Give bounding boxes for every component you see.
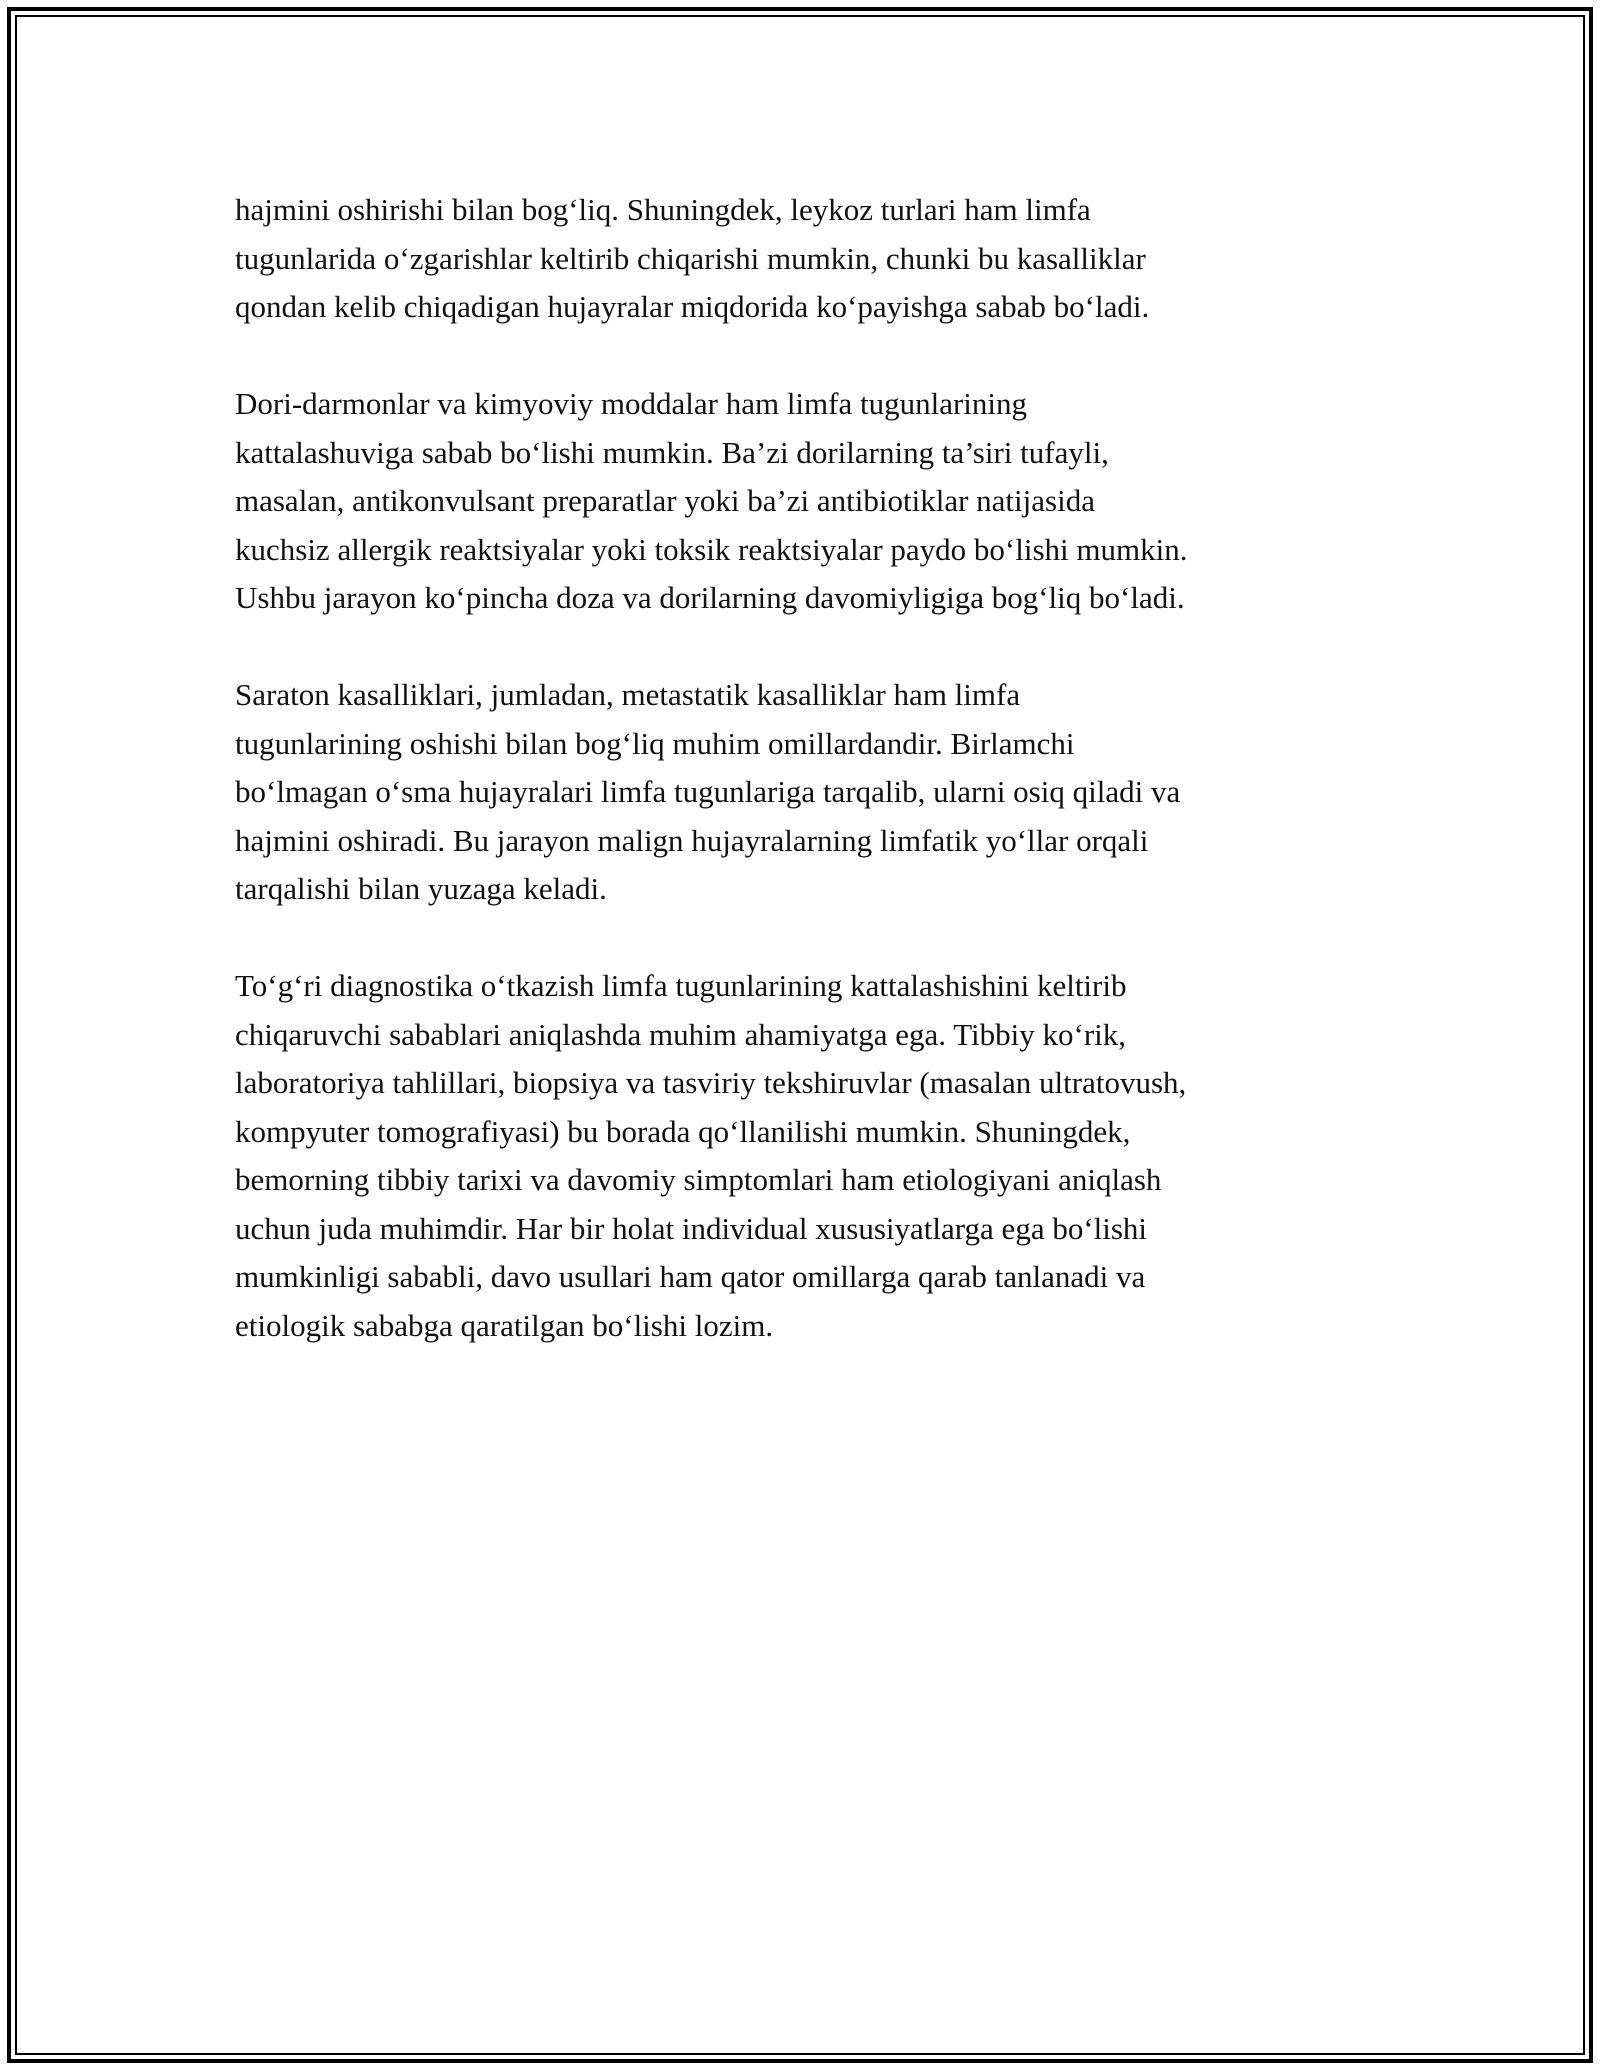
paragraph-line: bemorning tibbiy tarixi va davomiy simptomlari ham etiologiyani aniqlash xyxy=(235,1162,1162,1197)
paragraph-line: tarqalishi bilan yuzaga keladi. xyxy=(235,871,607,906)
paragraph-line: qondan kelib chiqadigan hujayralar miqdorida ko‘payishga sabab bo‘ladi. xyxy=(235,289,1150,324)
paragraph-line: To‘g‘ri diagnostika o‘tkazish limfa tugunlarining kattalashishini keltirib xyxy=(235,968,1127,1003)
paragraph-line: Saraton kasalliklari, jumladan, metastatik kasalliklar ham limfa xyxy=(235,677,1021,712)
paragraph-line: tugunlarining oshishi bilan bog‘liq muhim omillardandir. Birlamchi xyxy=(235,725,1075,761)
paragraph-line: laboratoriya tahlillari, biopsiya va tasviriy tekshiruvlar (masalan ultratovush, xyxy=(235,1065,1187,1100)
paragraph-line: bo‘lmagan o‘sma hujayralari limfa tugunlariga tarqalib, ularni osiq qiladi va xyxy=(235,774,1181,809)
paragraph-line: hajmini oshiradi. Bu jarayon malign hujayralarning limfatik yo‘llar orqali xyxy=(235,822,1149,858)
paragraph-line: chiqaruvchi sabablari aniqlashda muhim ahamiyatga ega. Tibbiy ko‘rik, xyxy=(235,1016,1127,1052)
paragraph-line: Ushbu jarayon ko‘pincha doza va dorilarning davomiyligiga bog‘liq bo‘ladi. xyxy=(235,580,1185,615)
paragraph-line: mumkinligi sababli, davo usullari ham qator omillarga qarab tanlanadi va xyxy=(235,1259,1146,1294)
paragraph-1 xyxy=(235,186,1375,332)
paragraph-line: etiologik sababga qaratilgan bo‘lishi lozim. xyxy=(235,1307,774,1343)
paragraph-line: kuchsiz allergik reaktsiyalar yoki toksik reaktsiyalar paydo bo‘lishi mumkin. xyxy=(235,531,1188,567)
paragraph-line: tugunlarida o‘zgarishlar keltirib chiqarishi mumkin, chunki bu kasalliklar xyxy=(235,240,1146,276)
document-body xyxy=(235,186,1375,1399)
paragraph-line: masalan, antikonvulsant preparatlar yoki ba’zi antibiotiklar natijasida xyxy=(235,483,1095,518)
paragraph-line: Dori-darmonlar va kimyoviy moddalar ham limfa tugunlarining xyxy=(235,386,1028,421)
paragraph-2 xyxy=(235,380,1375,623)
paragraph-line: hajmini oshirishi bilan bog‘liq. Shuningdek, leykoz turlari ham limfa xyxy=(235,192,1091,227)
paragraph-line: kompyuter tomografiyasi) bu borada qo‘llanilishi mumkin. Shuningdek, xyxy=(235,1113,1131,1149)
paragraph-4 xyxy=(235,962,1375,1350)
paragraph-line: kattalashuviga sabab bo‘lishi mumkin. Ba’zi dorilarning ta’siri tufayli, xyxy=(235,434,1109,470)
paragraph-line: uchun juda muhimdir. Har bir holat individual xususiyatlarga ega bo‘lishi xyxy=(235,1210,1148,1246)
paragraph-3 xyxy=(235,671,1375,914)
